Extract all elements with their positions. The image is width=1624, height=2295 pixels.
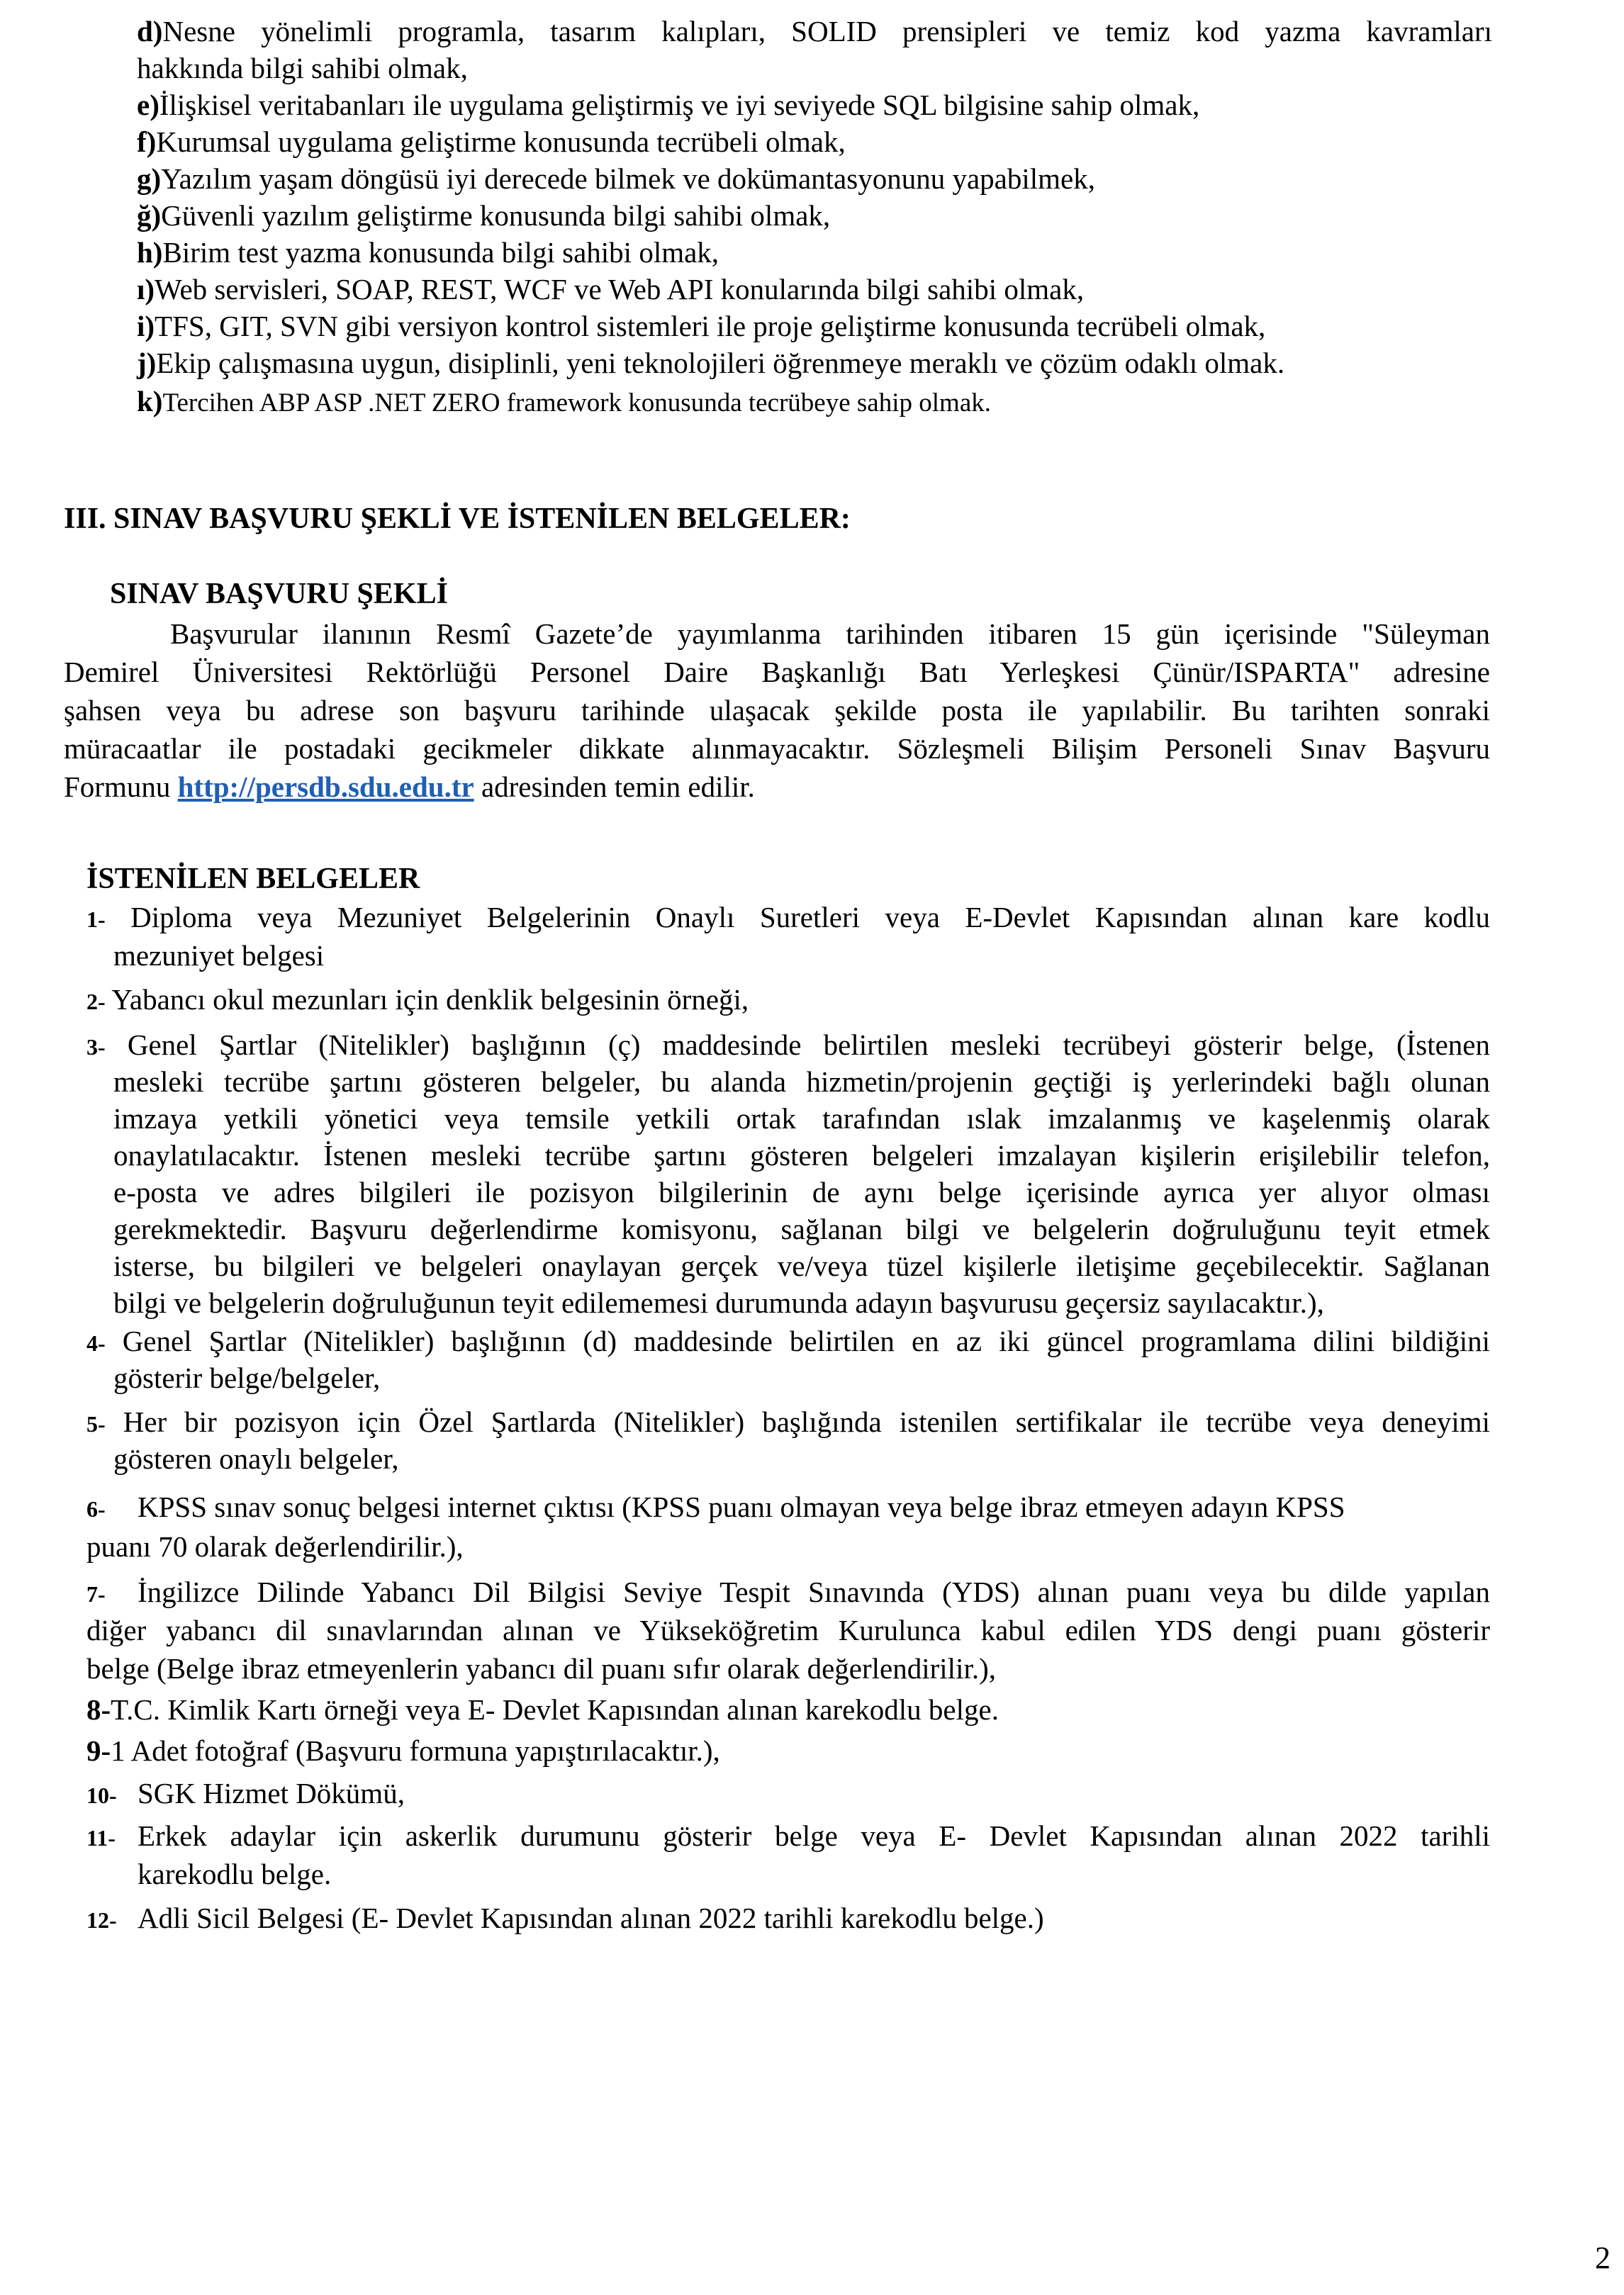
document-item-4-cont: gösterir belge/belgeler, — [113, 1362, 381, 1394]
application-heading: SINAV BAŞVURU ŞEKLİ — [110, 578, 448, 610]
document-item-3-cont: e-posta ve adres bilgileri ile pozisyon bilgilerinin de aynı belge içerisinde ayrıca yer alıyor olması — [113, 1176, 1490, 1208]
list-item-text: Kurumsal uygulama geliştirme konusunda tecrübeli olmak, — [156, 125, 846, 158]
list-item-text: Ekip çalışmasına uygun, disiplinli, yeni teknolojileri öğrenmeye meraklı ve çözüm odaklı olmak. — [156, 347, 1285, 379]
list-marker: d) — [137, 15, 163, 47]
list-item-d — [137, 13, 1492, 50]
document-item-11-cont: karekodlu belge. — [138, 1858, 332, 1890]
document-item-6-cont: puanı 70 olarak değerlendirilir.), — [86, 1530, 464, 1563]
list-marker: i) — [137, 310, 155, 342]
document-item-5 — [86, 1403, 1490, 1442]
persdb-link[interactable]: http://persdb.sdu.edu.tr — [177, 770, 474, 803]
item-marker: 10- — [86, 1783, 117, 1808]
application-paragraph-line: Başvurular ilanının Resmî Gazete’de yayımlanma tarihinden itibaren 15 gün içerisinde "Süleyman — [170, 617, 1490, 650]
document-item-3-cont: mesleki tecrübe şartını gösteren belgeler, bu alanda hizmetin/projenin geçtiği iş yerlerindeki bağlı olunan — [113, 1065, 1490, 1098]
document-item-10 — [86, 1775, 405, 1814]
list-item-text: Web servisleri, SOAP, REST, WCF ve Web API konularında bilgi sahibi olmak, — [155, 273, 1085, 305]
document-item-7-cont: belge (Belge ibraz etmeyenlerin yabancı dil puanı sıfır olarak değerlendirilir.), — [86, 1652, 997, 1685]
item-marker: 9- — [86, 1734, 111, 1767]
item-marker: 8- — [86, 1693, 111, 1726]
page-number: 2 — [1595, 2240, 1611, 2275]
application-last-line — [64, 768, 755, 805]
list-item-text: Birim test yazma konusunda bilgi sahibi olmak, — [162, 236, 719, 269]
list-marker: h) — [137, 236, 163, 269]
item-text: T.C. Kimlik Kartı örneği veya E- Devlet Kapısından alınan karekodlu belge. — [111, 1693, 999, 1726]
list-item-e — [137, 86, 1199, 123]
document-item-3-cont: gerekmektedir. Başvuru değerlendirme komisyonu, sağlanan bilgi ve belgelerin doğruluğunu teyit etmek — [113, 1213, 1490, 1245]
item-text: Erkek adaylar için askerlik durumunu gösterir belge veya E- Devlet Kapısından alınan 2022 tarihli — [138, 1819, 1490, 1852]
item-text: KPSS sınav sonuç belgesi internet çıktısı (KPSS puanı olmayan veya belge ibraz etmeyen adayın KPSS — [138, 1491, 1345, 1523]
document-item-3-cont: onaylatılacaktır. İstenen mesleki tecrübe şartını gösteren belgeleri imzalayan kişilerin erişilebilir telefon, — [113, 1139, 1490, 1172]
list-item-h — [137, 234, 719, 271]
document-item-1-cont: mezuniyet belgesi — [113, 939, 325, 972]
document-item-4 — [86, 1323, 1490, 1362]
list-marker: f) — [137, 125, 157, 158]
text: adresinden temin edilir. — [474, 770, 755, 803]
application-paragraph-line: müracaatlar ile postadaki gecikmeler dikkate alınmayacaktır. Sözleşmeli Bilişim Personeli Sınav Başvuru — [64, 732, 1490, 765]
list-item-g — [137, 160, 1095, 197]
item-marker: 4- — [86, 1330, 106, 1356]
document-item-3-cont: bilgi ve belgelerin doğruluğunun teyit edilememesi durumunda adayın başvurusu geçersiz sayılacaktır.), — [113, 1286, 1324, 1319]
list-item-text: TFS, GIT, SVN gibi versiyon kontrol sistemleri ile proje geliştirme konusunda tecrübeli olmak, — [155, 310, 1266, 342]
documents-heading: İSTENİLEN BELGELER — [86, 863, 420, 895]
application-paragraph-line: Demirel Üniversitesi Rektörlüğü Personel Daire Başkanlığı Batı Yerleşkesi Çünür/ISPARTA" adresine — [64, 656, 1490, 688]
list-item-text: Tercihen ABP ASP .NET ZERO framework konusunda tecrübeye sahip olmak. — [162, 388, 991, 417]
section-heading — [64, 500, 851, 537]
item-text: Yabancı okul mezunları için denklik belgesinin örneği, — [111, 983, 749, 1016]
document-item-1 — [86, 899, 1490, 938]
document-item-3-cont: imzaya yetkili yönetici veya temsile yetkili ortak tarafından ıslak imzalanmış ve kaşelenmiş olarak — [113, 1102, 1490, 1135]
list-marker: e) — [137, 89, 159, 121]
item-marker: 12- — [86, 1907, 117, 1933]
text: Formunu — [64, 770, 178, 803]
document-item-7-cont: diğer yabancı dil sınavlarından alınan ve Yükseköğretim Kurulunca kabul edilen YDS dengi puanı gösterir — [86, 1614, 1490, 1646]
list-item-k — [137, 383, 991, 422]
item-marker: 1- — [86, 907, 106, 932]
item-text: Her bir pozisyon için Özel Şartlarda (Nitelikler) başlığında istenilen sertifikalar ile tecrübe veya deneyimi — [123, 1405, 1490, 1438]
document-item-5-cont: gösteren onaylı belgeler, — [113, 1442, 399, 1475]
document-item-6 — [86, 1488, 1490, 1527]
list-marker: k) — [137, 385, 163, 417]
list-marker: g) — [137, 162, 162, 195]
document-item-9 — [86, 1732, 720, 1769]
list-item-text: İlişkisel veritabanları ile uygulama geliştirmiş ve iyi seviyede SQL bilgisine sahip olmak, — [159, 89, 1200, 121]
list-item-i — [137, 308, 1265, 344]
item-marker: 11- — [86, 1825, 116, 1851]
document-item-3-cont: isterse, bu bilgileri ve belgeleri onaylayan gerçek ve/veya tüzel kişilerle iletişime geçebilecektir. Sağlanan — [113, 1250, 1490, 1282]
list-item-d-cont: hakkında bilgi sahibi olmak, — [137, 52, 468, 84]
document-item-8 — [86, 1691, 999, 1728]
item-marker: 5- — [86, 1411, 106, 1437]
list-marker: ı) — [137, 273, 155, 305]
list-item-dotless-i — [137, 271, 1084, 308]
item-marker: 6- — [86, 1496, 106, 1522]
item-marker: 2- — [86, 989, 106, 1014]
application-paragraph-line: şahsen veya bu adrese son başvuru tarihinde ulaşacak şekilde posta ile yapılabilir. Bu tarihten sonraki — [64, 694, 1490, 726]
item-text: Diploma veya Mezuniyet Belgelerinin Onaylı Suretleri veya E-Devlet Kapısından alınan kare kodlu — [130, 901, 1491, 933]
item-text: 1 Adet fotoğraf (Başvuru formuna yapıştırılacaktır.), — [111, 1734, 720, 1767]
item-marker: 3- — [86, 1034, 106, 1060]
list-marker: ğ) — [137, 199, 162, 232]
document-item-3 — [86, 1026, 1490, 1065]
item-text: Adli Sicil Belgesi (E- Devlet Kapısından alınan 2022 tarihli karekodlu belge.) — [138, 1902, 1044, 1934]
section-title: SINAV BAŞVURU ŞEKLİ VE İSTENİLEN BELGELER: — [113, 503, 851, 535]
item-text: SGK Hizmet Dökümü, — [138, 1777, 405, 1809]
list-item-g-breve — [137, 197, 830, 234]
item-text: Genel Şartlar (Nitelikler) başlığının (ç) maddesinde belirtilen mesleki tecrübeyi gösterir belge, (İstenen — [127, 1028, 1491, 1061]
list-item-text: Güvenli yazılım geliştirme konusunda bilgi sahibi olmak, — [161, 199, 831, 232]
list-item-text: Yazılım yaşam döngüsü iyi derecede bilmek ve dokümantasyonunu yapabilmek, — [161, 162, 1095, 195]
document-item-11 — [86, 1817, 1490, 1856]
item-marker: 7- — [86, 1581, 106, 1607]
list-item-f — [137, 123, 846, 160]
document-item-2 — [86, 981, 749, 1020]
item-text: Genel Şartlar (Nitelikler) başlığının (d) maddesinde belirtilen en az iki güncel programlama dilini bildiğini — [122, 1325, 1491, 1357]
list-item-text: Nesne yönelimli programla, tasarım kalıpları, SOLID prensipleri ve temiz kod yazma kavramları — [162, 15, 1492, 47]
document-item-12 — [86, 1900, 1044, 1938]
list-item-j — [137, 344, 1284, 381]
document-item-7 — [86, 1573, 1490, 1612]
item-text: İngilizce Dilinde Yabancı Dil Bilgisi Seviye Tespit Sınavında (YDS) alınan puanı veya bu dilde yapılan — [138, 1576, 1490, 1608]
list-marker: j) — [137, 347, 157, 379]
section-number: III. — [64, 503, 106, 535]
